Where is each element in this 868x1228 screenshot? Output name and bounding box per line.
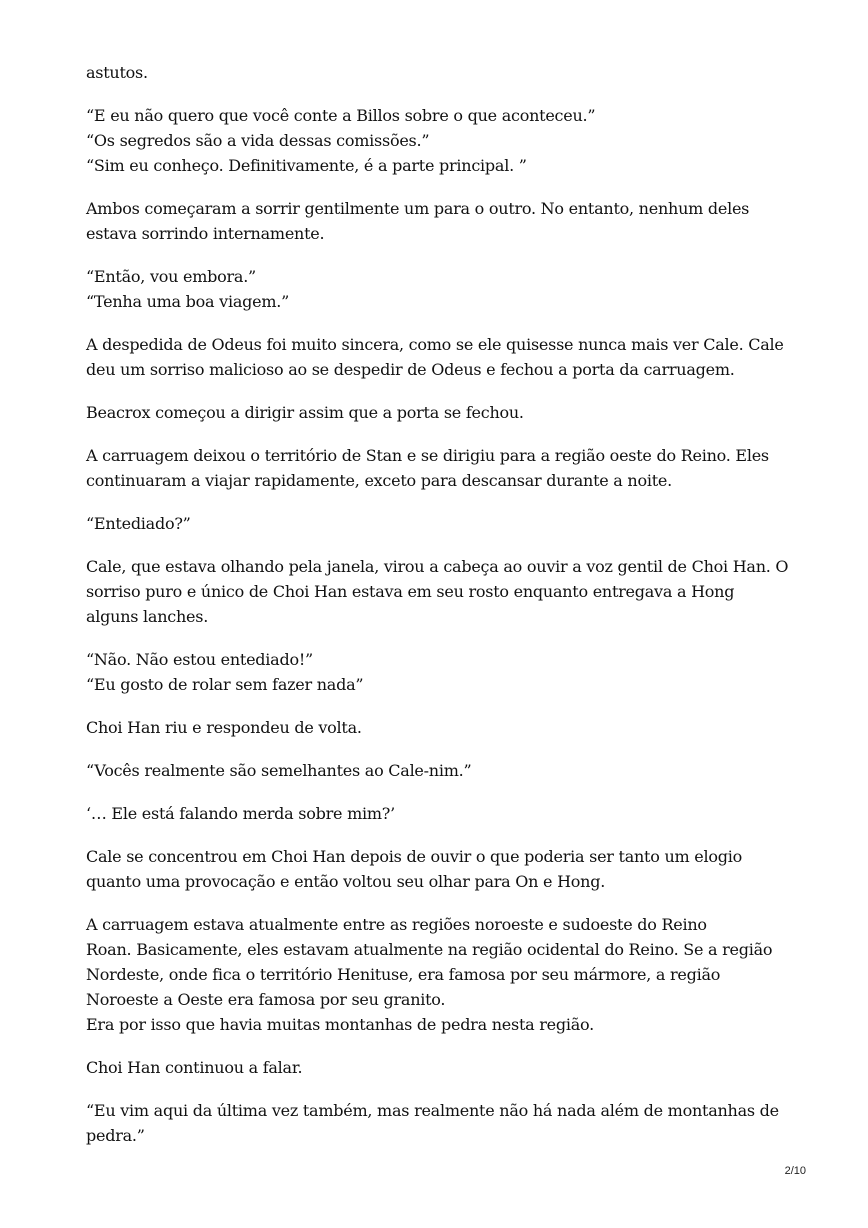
paragraph-line: ‘… Ele está falando merda sobre mim?’ (86, 804, 395, 823)
paragraph (86, 554, 789, 629)
document-body (86, 60, 789, 1166)
paragraph-line: Ambos começaram a sorrir gentilmente um para o outro. No entanto, nenhum deles (86, 199, 750, 218)
paragraph-line: Beacrox começou a dirigir assim que a porta se fechou. (86, 403, 524, 422)
paragraph-line: “Então, vou embora.” (86, 267, 256, 286)
paragraph (86, 443, 786, 493)
paragraph-line: “Eu gosto de rolar sem fazer nada” (86, 675, 364, 694)
paragraph-line: deu um sorriso malicioso ao se despedir de Odeus e fechou a porta da carruagem. (86, 360, 735, 379)
paragraph (86, 801, 786, 826)
paragraph-line: Nordeste, onde fica o território Henituse, era famosa por seu mármore, a região (86, 965, 721, 984)
paragraph (86, 647, 786, 697)
paragraph (86, 758, 786, 783)
paragraph-line: A carruagem deixou o território de Stan e se dirigiu para a região oeste do Reino. Eles (86, 446, 769, 465)
paragraph-line: Era por isso que havia muitas montanhas de pedra nesta região. (86, 1015, 594, 1034)
paragraph (86, 103, 786, 178)
paragraph-line: “Os segredos são a vida dessas comissões.” (86, 131, 430, 150)
paragraph-line: astutos. (86, 63, 148, 82)
paragraph-line: alguns lanches. (86, 607, 209, 626)
paragraph (86, 196, 786, 246)
paragraph-line: “Entediado?” (86, 514, 191, 533)
paragraph-line: sorriso puro e único de Choi Han estava em seu rosto enquanto entregava a Hong (86, 582, 735, 601)
paragraph-line: “Tenha uma boa viagem.” (86, 292, 290, 311)
paragraph (86, 264, 786, 314)
paragraph (86, 912, 786, 1037)
paragraph-line: “Não. Não estou entediado!” (86, 650, 313, 669)
paragraph-line: “Sim eu conheço. Definitivamente, é a parte principal. ” (86, 156, 527, 175)
paragraph (86, 1098, 786, 1148)
paragraph-line: “E eu não quero que você conte a Billos sobre o que aconteceu.” (86, 106, 596, 125)
paragraph-line: A despedida de Odeus foi muito sincera, como se ele quisesse nunca mais ver Cale. Cale (86, 335, 784, 354)
paragraph-line: estava sorrindo internamente. (86, 224, 325, 243)
paragraph (86, 332, 786, 382)
paragraph (86, 1055, 786, 1080)
paragraph (86, 400, 786, 425)
paragraph-line: pedra.” (86, 1126, 145, 1145)
paragraph-line: Noroeste a Oeste era famosa por seu granito. (86, 990, 446, 1009)
paragraph-line: Choi Han riu e respondeu de volta. (86, 718, 362, 737)
paragraph-line: “Eu vim aqui da última vez também, mas realmente não há nada além de montanhas de (86, 1101, 779, 1120)
paragraph-line: Choi Han continuou a falar. (86, 1058, 303, 1077)
paragraph-line: Roan. Basicamente, eles estavam atualmente na região ocidental do Reino. Se a região (86, 940, 773, 959)
paragraph-line: Cale, que estava olhando pela janela, virou a cabeça ao ouvir a voz gentil de Choi Han. O (86, 557, 789, 576)
paragraph-line: “Vocês realmente são semelhantes ao Cale-nim.” (86, 761, 472, 780)
paragraph (86, 60, 786, 85)
paragraph-line: A carruagem estava atualmente entre as regiões noroeste e sudoeste do Reino (86, 915, 707, 934)
paragraph-line: continuaram a viajar rapidamente, exceto para descansar durante a noite. (86, 471, 672, 490)
paragraph (86, 511, 786, 536)
paragraph-line: quanto uma provocação e então voltou seu olhar para On e Hong. (86, 872, 606, 891)
paragraph (86, 844, 786, 894)
page-number: 2/10 (784, 1165, 806, 1177)
paragraph-line: Cale se concentrou em Choi Han depois de ouvir o que poderia ser tanto um elogio (86, 847, 742, 866)
paragraph (86, 715, 786, 740)
